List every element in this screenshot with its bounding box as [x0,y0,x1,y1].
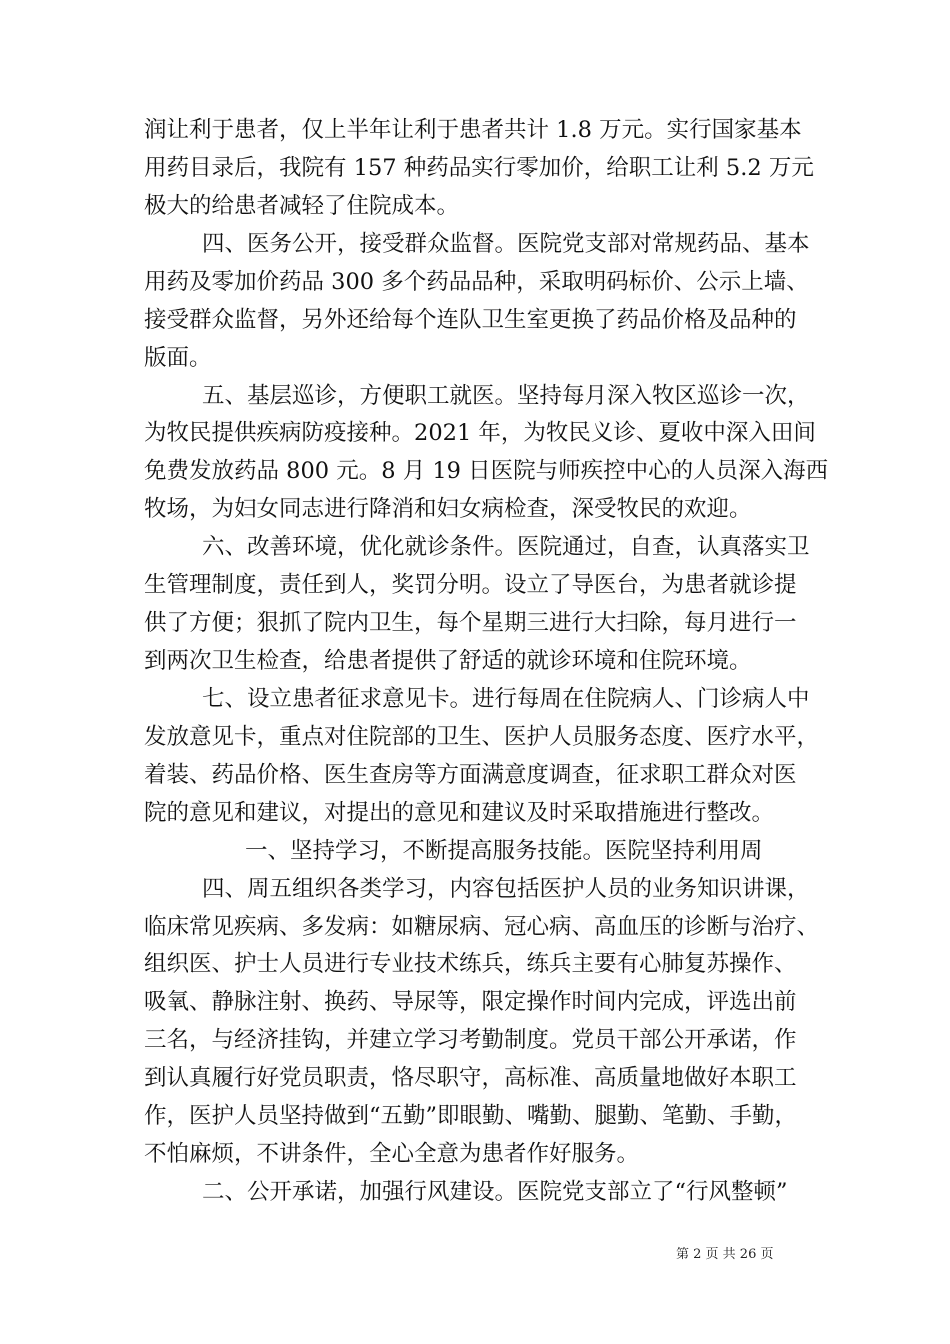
paragraph-start-line: 七、设立患者征求意见卡。进行每周在住院病人、门诊病人中 [202,686,810,712]
text-line: 版面。 [144,345,212,371]
text-line: 用药目录后，我院有 157 种药品实行零加价，给职工让利 5.2 万元 [144,155,814,181]
text-line: 吸氧、静脉注射、换药、导尿等，限定操作时间内完成，评选出前 [144,989,797,1015]
text-line: 作，医护人员坚持做到“五勤”即眼勤、嘴勤、腿勤、笔勤、手勤， [144,1103,798,1129]
paragraph-start-line: 四、医务公开，接受群众监督。医院党支部对常规药品、基本 [202,231,810,257]
text-line: 院的意见和建议，对提出的意见和建议及时采取措施进行整改。 [144,800,775,826]
text-line: 用药及零加价药品 300 多个药品品种，采取明码标价、公示上墙、 [144,269,809,295]
text-line: 极大的给患者减轻了住院成本。 [144,193,460,219]
text-line: 生管理制度，责任到人，奖罚分明。设立了导医台，为患者就诊提 [144,572,797,598]
text-line: 着装、药品价格、医生查房等方面满意度调查，征求职工群众对医 [144,762,797,788]
paragraph-start-line: 二、公开承诺，加强行风建设。医院党支部立了“行风整顿” [202,1179,788,1205]
text-line: 牧场，为妇女同志进行降消和妇女病检查，深受牧民的欢迎。 [144,496,752,522]
paragraph-start-line: 一、坚持学习，不断提高服务技能。医院坚持利用周 [245,838,763,864]
text-line: 临床常见疾病、多发病：如糖尿病、冠心病、高血压的诊断与治疗、 [144,914,820,940]
text-line: 为牧民提供疾病防疫接种。2021 年，为牧民义诊、夏收中深入田间 [144,420,816,446]
text-line: 组织医、护士人员进行专业技术练兵，练兵主要有心肺复苏操作、 [144,951,797,977]
page-number-footer: 第 2 页 共 26 页 [676,1247,774,1262]
text-line: 接受群众监督，另外还给每个连队卫生室更换了药品价格及品种的 [144,307,797,333]
text-line: 润让利于患者，仅上半年让利于患者共计 1.8 万元。实行国家基本 [144,117,802,143]
text-line: 免费发放药品 800 元。8 月 19 日医院与师疾控中心的人员深入海西 [144,458,829,484]
paragraph-start-line: 五、基层巡诊，方便职工就医。坚持每月深入牧区巡诊一次， [202,383,810,409]
text-line: 四、周五组织各类学习，内容包括医护人员的业务知识讲课， [202,876,810,902]
text-line: 不怕麻烦，不讲条件，全心全意为患者作好服务。 [144,1141,640,1167]
text-line: 三名，与经济挂钩，并建立学习考勤制度。党员干部公开承诺，作 [144,1027,797,1053]
text-line: 供了方便；狠抓了院内卫生，每个星期三进行大扫除，每月进行一 [144,610,797,636]
text-line: 到两次卫生检查，给患者提供了舒适的就诊环境和住院环境。 [144,648,752,674]
paragraph-start-line: 六、改善环境，优化就诊条件。医院通过，自查，认真落实卫 [202,534,810,560]
text-line: 到认真履行好党员职责，恪尽职守，高标准、高质量地做好本职工 [144,1065,797,1091]
text-line: 发放意见卡，重点对住院部的卫生、医护人员服务态度、医疗水平， [144,724,820,750]
